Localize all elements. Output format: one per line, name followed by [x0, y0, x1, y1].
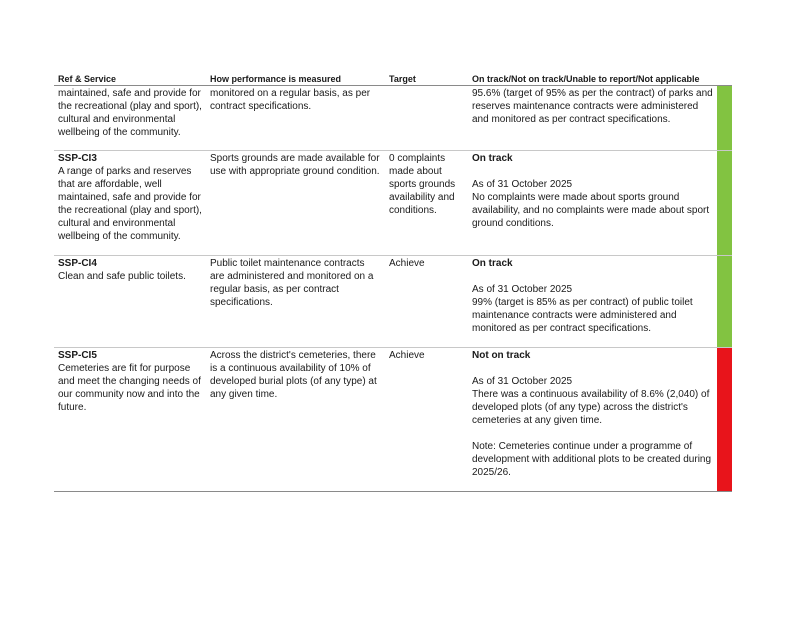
header-target: Target: [389, 74, 416, 84]
status-indicator-red: [717, 348, 732, 491]
service-description: A range of parks and reserves that are affordable, well maintained, safe and provide for the recreational (play and sport), cultural and environmental wellbeing of the community.: [58, 166, 202, 242]
target-cell: [385, 256, 468, 347]
status-heading: On track: [472, 153, 513, 164]
ref-code: SSP-CI3: [58, 153, 97, 164]
status-date: As of 31 October 2025: [472, 284, 573, 295]
service-description: Cemeteries are fit for purpose and meet the changing needs of our community now and into the future.: [58, 363, 201, 413]
target-cell: [385, 151, 468, 255]
status-indicator-green: [717, 256, 732, 347]
service-description: maintained, safe and provide for the recreational (play and sport), cultural and environmental wellbeing of the community.: [58, 88, 202, 138]
status-indicator-green: [717, 151, 732, 255]
status-date: As of 31 October 2025: [472, 179, 573, 190]
ref-service-cell: [54, 256, 206, 347]
measure-text: Public toilet maintenance contracts are administered and monitored on a regular basis, as per contract specifications.: [210, 258, 374, 308]
status-date: As of 31 October 2025: [472, 376, 573, 387]
target-text: Achieve: [389, 258, 425, 269]
ref-code: SSP-CI5: [58, 350, 97, 361]
measure-cell: [206, 86, 385, 150]
measure-cell: [206, 151, 385, 255]
measure-cell: [206, 256, 385, 347]
header-measure: How performance is measured: [210, 74, 342, 84]
header-indicator: [717, 73, 732, 85]
status-note: Note: Cemeteries continue under a programme of development with additional plots to be created during 2025/26.: [472, 441, 712, 478]
status-detail: No complaints were made about sports ground availability, and no complaints were made about sport ground conditions.: [472, 192, 710, 229]
status-detail: 99% (target is 85% as per contract) of public toilet maintenance contracts were administered and monitored as per contract specifications.: [472, 297, 693, 334]
status-cell: [468, 86, 717, 150]
table-row: [54, 256, 732, 348]
ref-service-cell: [54, 348, 206, 491]
measure-text: Sports grounds are made available for use with appropriate ground condition.: [210, 153, 380, 177]
measure-cell: [206, 348, 385, 491]
target-cell: [385, 86, 468, 150]
header-ref-service: Ref & Service: [58, 74, 117, 84]
target-cell: [385, 348, 468, 491]
status-detail: There was a continuous availability of 8.6% (2,040) of developed plots (of any type) across the district's cemeteries at any given time.: [472, 389, 710, 426]
table-row: [54, 348, 732, 492]
performance-table: [54, 73, 732, 492]
ref-code: SSP-CI4: [58, 258, 97, 269]
ref-service-cell: [54, 151, 206, 255]
target-text: 0 complaints made about sports grounds availability and conditions.: [389, 153, 456, 216]
status-cell: [468, 256, 717, 347]
status-cell: [468, 151, 717, 255]
ref-service-cell: [54, 86, 206, 150]
measure-text: monitored on a regular basis, as per contract specifications.: [210, 88, 371, 112]
header-status: On track/Not on track/Unable to report/Not applicable: [472, 74, 700, 84]
table-row: [54, 86, 732, 151]
status-detail: 95.6% (target of 95% as per the contract) of parks and reserves maintenance contracts were administered and monitored as per contract specifications.: [472, 88, 713, 125]
table-header: [54, 73, 732, 86]
measure-text: Across the district's cemeteries, there is a continuous availability of 10% of developed burial plots (of any type) at any given time.: [210, 350, 377, 400]
status-heading: Not on track: [472, 350, 531, 361]
status-cell: [468, 348, 717, 491]
status-heading: On track: [472, 258, 513, 269]
status-indicator-green: [717, 86, 732, 150]
table-row: [54, 151, 732, 256]
target-text: Achieve: [389, 350, 425, 361]
service-description: Clean and safe public toilets.: [58, 271, 186, 282]
